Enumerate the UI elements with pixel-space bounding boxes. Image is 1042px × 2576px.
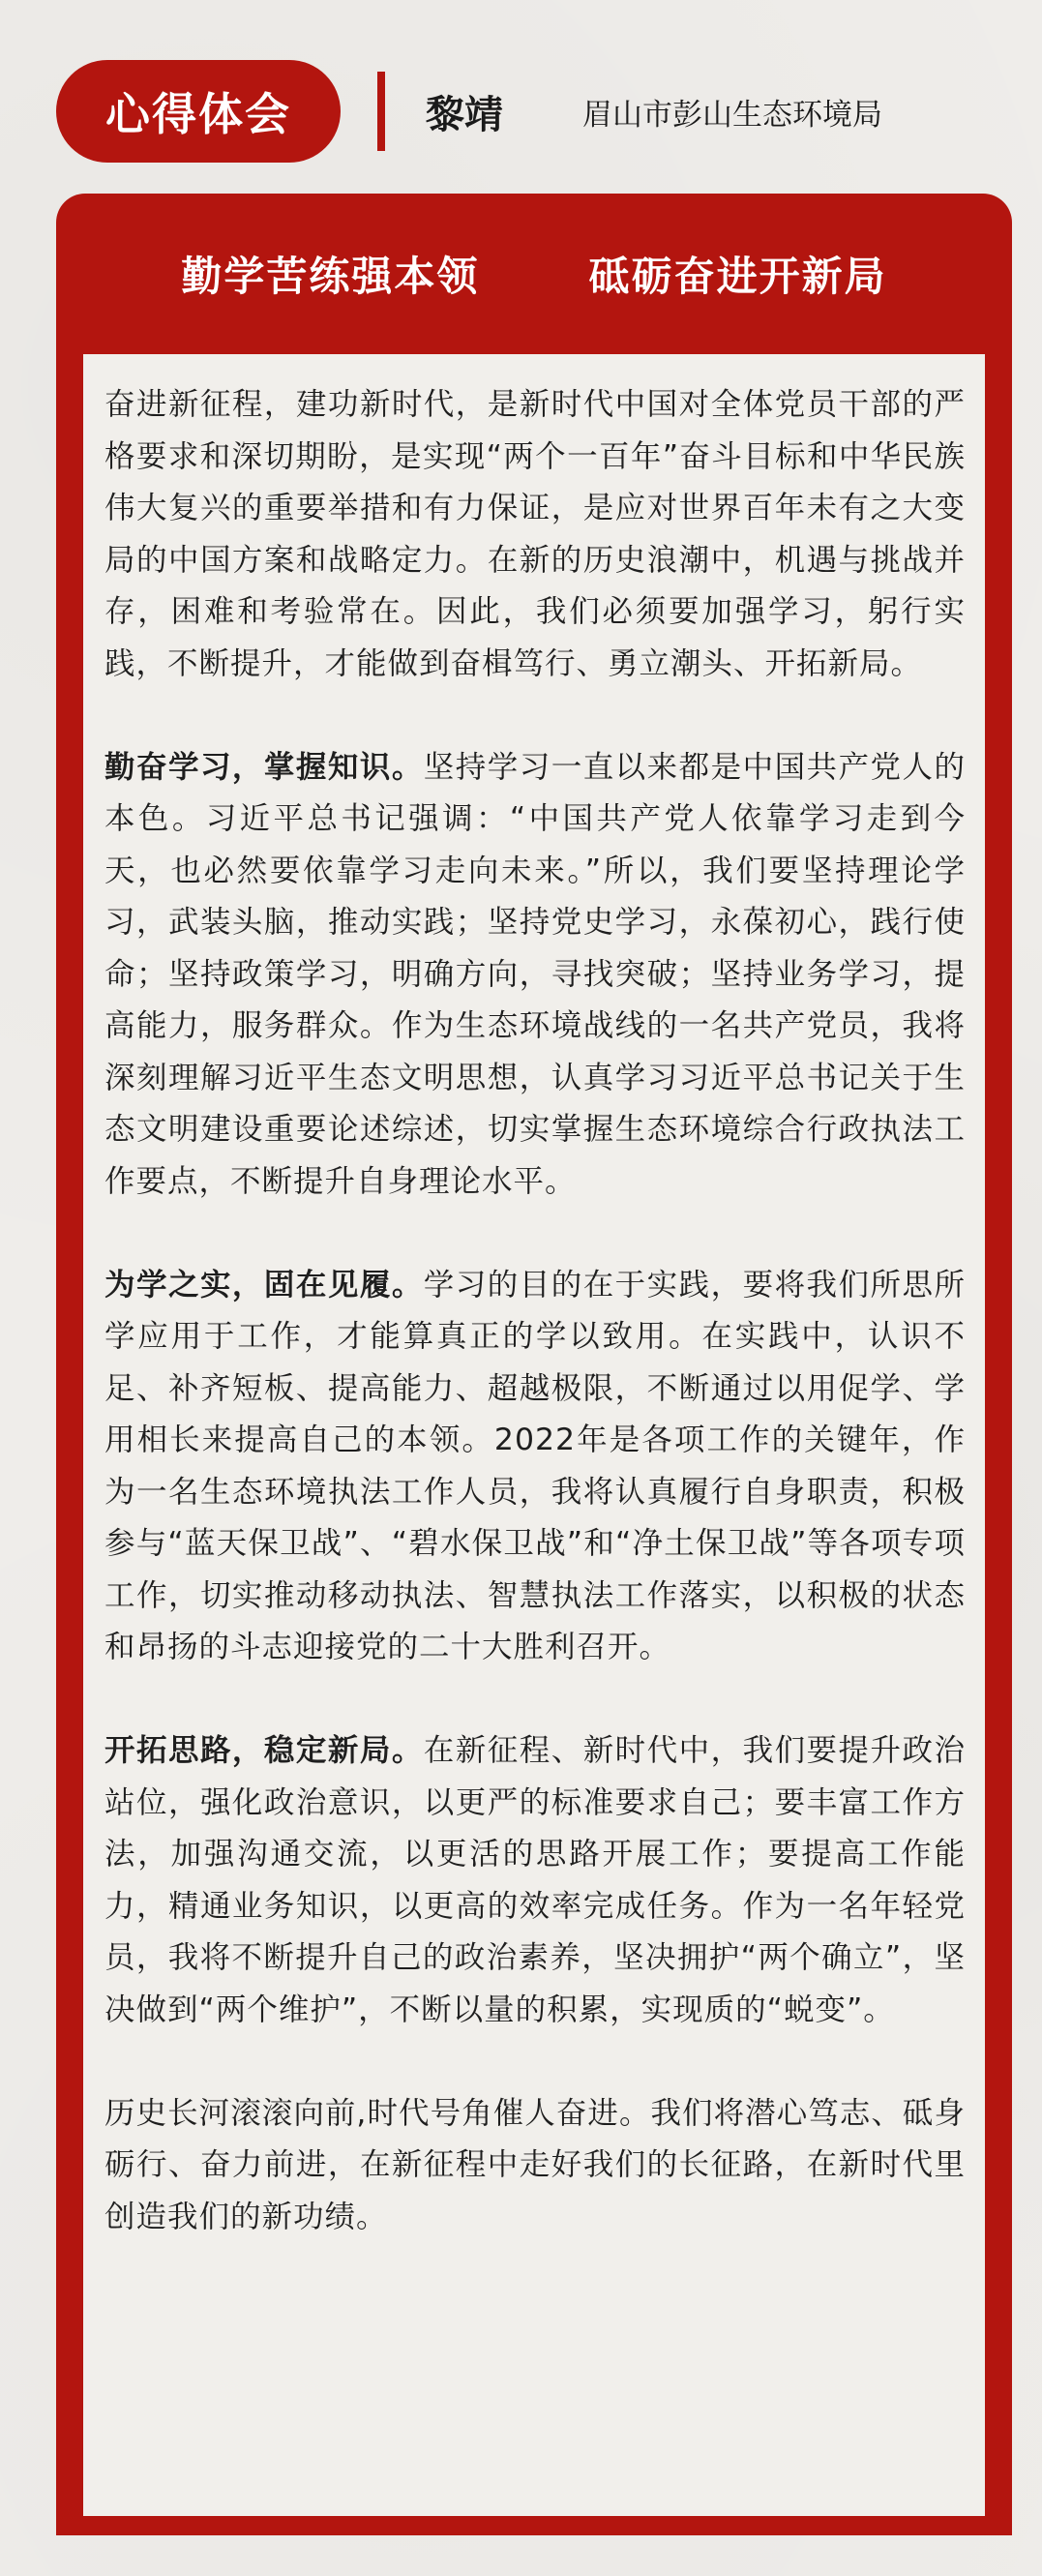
paragraph-lead: 为学之实，固在见履。 [104,1267,424,1303]
article-header [56,60,1004,165]
category-badge: 心得体会 [56,60,341,163]
paragraph-5 [104,2088,966,2244]
article-body-panel [83,354,985,2516]
paragraph-text: 学习的目的在于实践，要将我们所思所学应用于工作，才能算真正的学以致用。在实践中，认识不足、补齐短板、提高能力、超越极限，不断通过以用促学、学用相长来提高自己的本领。2022年是各项工作的关键年，作为一名生态环境执法工作人员，我将认真履行自身职责，积极参与“蓝天保卫战”、“碧水保卫战”和“净土保卫战”等各项专项工作，切实推动移动执法、智慧执法工作落实，以积极的状态和昂扬的斗志迎接党的二十大胜利召开。 [104,1267,966,1664]
paragraph-text: 坚持学习一直以来都是中国共产党人的本色。习近平总书记强调：“中国共产党人依靠学习走到今天，也必然要依靠学习走向未来。”所以，我们要坚持理论学习，武装头脑，推动实践；坚持党史学习，永葆初心，践行使命；坚持政策学习，明确方向，寻找突破；坚持业务学习，提高能力，服务群众。作为生态环境战线的一名共产党员，我将深刻理解习近平生态文明思想，认真学习习近平总书记关于生态文明建设重要论述综述，切实掌握生态环境综合行政执法工作要点，不断提升自身理论水平。 [104,749,966,1199]
header-divider [377,72,385,151]
article-content [104,379,966,2243]
paragraph-4 [104,1725,966,2036]
paragraph-2 [104,742,966,1209]
paragraph-text: 历史长河滚滚向前,时代号角催人奋进。我们将潜心笃志、砥身砺行、奋力前进，在新征程中走好我们的长征路，在新时代里创造我们的新功绩。 [104,2095,966,2234]
author-name: 黎靖 [426,92,503,137]
paragraph-text: 奋进新征程，建功新时代，是新时代中国对全体党员干部的严格要求和深切期盼，是实现“两个一百年”奋斗目标和中华民族伟大复兴的重要举措和有力保证，是应对世界百年未有之大变局的中国方案和战略定力。在新的历史浪潮中，机遇与挑战并存，困难和考验常在。因此，我们必须要加强学习，躬行实践，不断提升，才能做到奋楫笃行、勇立潮头、开拓新局。 [104,387,966,681]
paragraph-3 [104,1260,966,1674]
paragraph-1 [104,379,966,690]
paragraph-lead: 开拓思路，稳定新局。 [104,1733,424,1768]
paragraph-text: 在新征程、新时代中，我们要提升政治站位，强化政治意识，以更严的标准要求自己；要丰富工作方法，加强沟通交流，以更活的思路开展工作；要提高工作能力，精通业务知识，以更高的效率完成任务。作为一名年轻党员，我将不断提升自己的政治素养，坚决拥护“两个确立”，坚决做到“两个维护”，不断以量的积累，实现质的“蜕变”。 [104,1733,966,2027]
author-organization: 眉山市彭山生态环境局 [582,97,882,133]
paragraph-lead: 勤奋学习，掌握知识。 [104,749,424,785]
article-title: 勤学苦练强本领 砥砺奋进开新局 [181,252,887,300]
article-frame [56,194,1012,2535]
